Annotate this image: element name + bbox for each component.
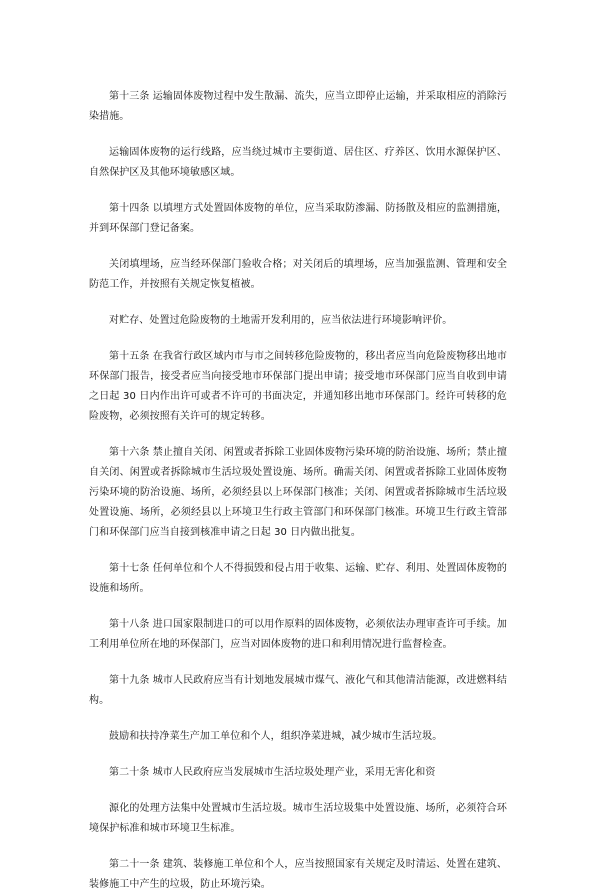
article-13-paragraph: 第十三条 运输固体废物过程中发生散漏、流失，应当立即停止运输，并采取相应的消除污染措施。 (89, 91, 507, 122)
article-21-paragraph: 第二十一条 建筑、装修施工单位和个人，应当按照国家有关规定及时清运、处置在建筑、装修施工中产生的垃圾，防止环境污染。 (89, 859, 507, 890)
article-15-paragraph: 第十五条 在我省行政区域内市与市之间转移危险废物的，移出者应当向危险废物移出地市环保部门报告，接受者应当向接受地市环保部门提出申请；接受地市环保部门应当自收到申请之日起 30 日内作出许可或者不许可的书面决定，并通知移出地市环保部门。经许可转移的危险废物，必须按照有关许可的规定转移。 (89, 351, 507, 422)
article-18-paragraph: 第十八条 进口国家限制进口的可以用作原料的固体废物，必须依法办理审查许可手续。加工利用单位所在地的环保部门，应当对固体废物的进口和利用情况进行监督检查。 (89, 619, 507, 650)
document-page (89, 87, 507, 895)
article-14-paragraph: 第十四条 以填埋方式处置固体废物的单位，应当采取防渗漏、防扬散及相应的监测措施，并到环保部门登记备案。 (89, 203, 507, 234)
clean-vegetables-paragraph: 鼓励和扶持净菜生产加工单位和个人，组织净菜进城，减少城市生活垃圾。 (109, 731, 443, 742)
landfill-closure-paragraph: 关闭填埋场，应当经环保部门验收合格；对关闭后的填埋场，应当加强监测、管理和安全防范工作，并按照有关规定恢复植被。 (89, 259, 507, 290)
transport-route-paragraph: 运输固体废物的运行线路，应当绕过城市主要街道、居住区、疗养区、饮用水源保护区、自然保护区及其他环境敏感区域。 (89, 147, 507, 178)
garbage-disposal-paragraph: 源化的处理方法集中处置城市生活垃圾。城市生活垃圾集中处置设施、场所，必须符合环境保护标准和城市环境卫生标准。 (89, 803, 507, 834)
hazardous-land-paragraph: 对贮存、处置过危险废物的土地需开发利用的，应当依法进行环境影响评价。 (109, 315, 453, 326)
article-20-paragraph: 第二十条 城市人民政府应当发展城市生活垃圾处理产业，采用无害化和资 (109, 767, 436, 778)
article-16-paragraph: 第十六条 禁止擅自关闭、闲置或者拆除工业固体废物污染环境的防治设施、场所；禁止擅自关闭、闲置或者拆除城市生活垃圾处置设施、场所。确需关闭、闲置或者拆除工业固体废物污染环境的防治设施、场所，必须经县以上环保部门核准；关闭、闲置或者拆除城市生活垃圾处置设施、场所，必须经县以上环境卫生行政主管部门和环保部门核准。环境卫生行政主管部门和环保部门应当自接到核准申请之日起 30 日内做出批复。 (89, 447, 507, 538)
article-19-paragraph: 第十九条 城市人民政府应当有计划地发展城市煤气、液化气和其他清洁能源，改进燃料结构。 (89, 675, 507, 706)
article-17-paragraph: 第十七条 任何单位和个人不得损毁和侵占用于收集、运输、贮存、利用、处置固体废物的设施和场所。 (89, 563, 507, 594)
